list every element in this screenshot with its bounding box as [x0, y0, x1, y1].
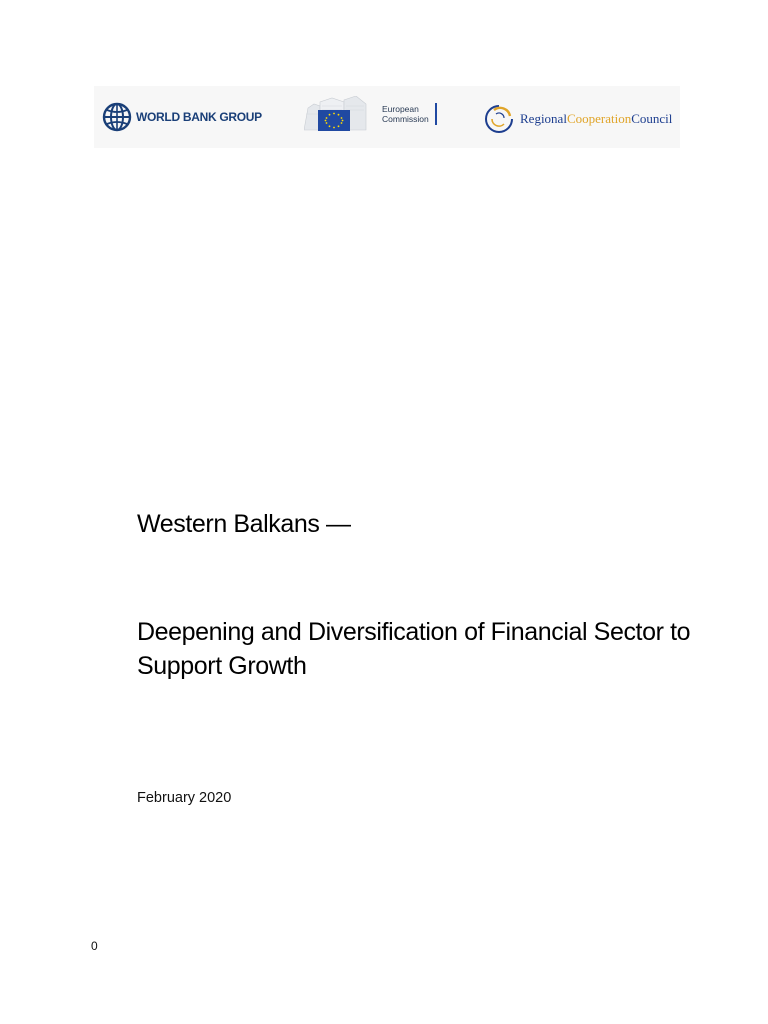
regional-cooperation-council-logo: [484, 104, 672, 134]
world-bank-group-wordmark: WORLD BANK GROUP: [136, 110, 262, 124]
european-commission-logo: [304, 96, 437, 132]
publication-date: February 2020: [137, 790, 232, 806]
world-bank-group-logo: [102, 102, 262, 132]
page-number: 0: [91, 939, 98, 953]
rcc-rings-icon: [484, 104, 514, 134]
rcc-word-regional: Regional: [520, 111, 567, 126]
rcc-wordmark: [520, 111, 672, 127]
document-title-line-1: Western Balkans —: [137, 510, 351, 538]
commission-building-icon: [304, 96, 376, 132]
rcc-word-cooperation: Cooperation: [566, 111, 632, 126]
logo-strip: [94, 86, 680, 148]
ec-line-commission: Commission: [382, 114, 429, 124]
document-title-line-2: Deepening and Diversification of Financial Sector to Support Growth: [137, 618, 691, 680]
ec-line-european: European: [382, 104, 419, 114]
ec-divider: [435, 103, 437, 125]
rcc-word-council: Council: [631, 111, 673, 126]
european-commission-wordmark: [382, 104, 429, 124]
world-bank-globe-icon: [102, 102, 132, 132]
